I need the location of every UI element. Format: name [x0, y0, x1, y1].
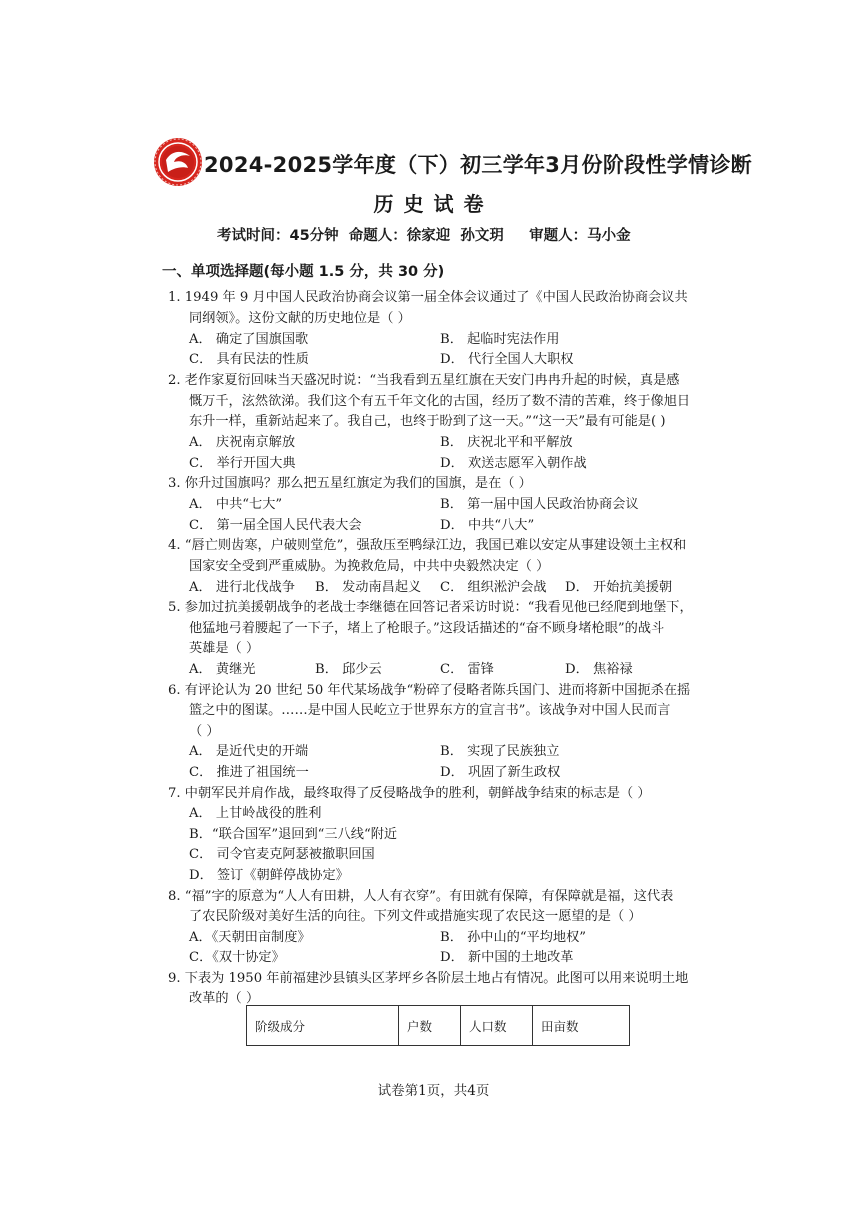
question-5-option-a[interactable]: A． 黄继光	[189, 662, 256, 677]
question-9-line-1: 9. 下表为 1950 年前福建沙县镇头区茅坪乡各阶层土地占有情况。此图可以用来说明土地	[168, 971, 689, 986]
table-header-cell: 人口数	[461, 1006, 533, 1046]
question-2-line-3: 东升一样，重新站起来了。我自己，也终于盼到了这一天。”“这一天”最有可能是( )	[189, 414, 666, 429]
question-5-line-3: 英雄是（ ）	[189, 641, 260, 656]
question-4-line-2: 国家安全受到严重威胁。为挽救危局，中共中央毅然决定（ ）	[189, 559, 550, 574]
question-6-line-1: 6. 有评论认为 20 世纪 50 年代某场战争“粉碎了侵略者陈兵国门、进而将新中国扼杀在摇	[168, 683, 691, 698]
section-title: 一、单项选择题(每小题 1.5 分，共 30 分)	[162, 264, 445, 280]
question-8-line-2: 了农民阶级对美好生活的向往。下列文件或措施实现了农民这一愿望的是（ ）	[189, 909, 642, 924]
table-header-cell: 田亩数	[533, 1006, 630, 1046]
question-2-option-d[interactable]: D． 欢送志愿军入朝作战	[440, 456, 587, 471]
exam-subtitle: 历史试卷	[373, 192, 494, 216]
question-9-line-2: 改革的（ ）	[189, 991, 260, 1006]
question-7-option-b[interactable]: B．“联合国军”退回到“三八线“附近	[189, 827, 398, 842]
question-3-option-a[interactable]: A． 中共“七大”	[189, 497, 283, 512]
school-logo-icon	[152, 136, 204, 188]
question-6-line-3: （ ）	[189, 724, 220, 739]
page-footer: 试卷第1页，共4页	[377, 1083, 490, 1099]
question-3-line-1: 3. 你升过国旗吗？那么把五星红旗定为我们的国旗，是在（ ）	[168, 476, 532, 491]
question-6-option-a[interactable]: A． 是近代史的开端	[189, 744, 309, 759]
question-2-option-a[interactable]: A． 庆祝南京解放	[189, 435, 296, 450]
question-2-line-2: 慨万千，泫然欲涕。我们这个有五千年文化的古国，经历了数不清的苦难，终于像旭日	[189, 394, 691, 409]
exam-info: 考试时间：45分钟 命题人：徐家迎 孙文玥 审题人：马小金	[217, 228, 631, 244]
question-8-option-d[interactable]: D． 新中国的土地改革	[440, 950, 574, 965]
question-5-option-b[interactable]: B． 邱少云	[315, 662, 382, 677]
question-7-option-a[interactable]: A． 上甘岭战役的胜利	[189, 806, 322, 821]
question-1-option-a[interactable]: A． 确定了国旗国歌	[189, 332, 309, 347]
question-2-option-c[interactable]: C． 举行开国大典	[189, 456, 296, 471]
question-1-line-2: 同纲领》。这份文献的历史地位是（ ）	[189, 311, 411, 326]
table-header-cell: 户数	[399, 1006, 461, 1046]
question-4-option-c[interactable]: C． 组织淞沪会战	[440, 580, 547, 595]
question-8-line-1: 8. “福”字的原意为“人人有田耕，人人有衣穿”。有田就有保障，有保障就是福，这代表	[168, 889, 674, 904]
question-7-option-d[interactable]: D． 签订《朝鲜停战协定》	[189, 868, 349, 883]
question-8-option-a[interactable]: A．《天朝田亩制度》	[189, 930, 311, 945]
question-8-option-b[interactable]: B． 孙中山的“平均地权”	[440, 930, 587, 945]
question-4-option-a[interactable]: A． 进行北伐战争	[189, 580, 296, 595]
table-header-cell: 阶级成分	[247, 1006, 399, 1046]
land-ownership-table	[246, 1005, 630, 1046]
question-6-option-b[interactable]: B． 实现了民族独立	[440, 744, 560, 759]
question-1-option-c[interactable]: C． 具有民法的性质	[189, 352, 309, 367]
question-7-option-c[interactable]: C． 司令官麦克阿瑟被撤职回国	[189, 847, 375, 862]
question-5-option-d[interactable]: D． 焦裕禄	[565, 662, 633, 677]
question-7-line-1: 7. 中朝军民并肩作战，最终取得了反侵略战争的胜利，朝鲜战争结束的标志是（ ）	[168, 786, 651, 801]
question-5-line-1: 5. 参加过抗美援朝战争的老战士李继德在回答记者采访时说：“我看见他已经爬到地堡下，	[168, 600, 693, 615]
question-4-option-d[interactable]: D． 开始抗美援朝	[565, 580, 673, 595]
question-3-option-d[interactable]: D． 中共“八大”	[440, 518, 535, 533]
question-4-line-1: 4. “唇亡则齿寒，户破则堂危”，强敌压至鸭绿江边，我国已难以安定从事建设领土主权和	[168, 538, 687, 553]
table-header-row	[247, 1006, 630, 1046]
question-3-option-b[interactable]: B． 第一届中国人民政治协商会议	[440, 497, 639, 512]
question-2-option-b[interactable]: B． 庆祝北平和平解放	[440, 435, 573, 450]
question-3-option-c[interactable]: C． 第一届全国人民代表大会	[189, 518, 362, 533]
question-5-option-c[interactable]: C． 雷锋	[440, 662, 494, 677]
exam-title: 2024-2025学年度（下）初三学年3月份阶段性学情诊断	[204, 153, 752, 177]
question-6-option-c[interactable]: C． 推进了祖国统一	[189, 765, 309, 780]
question-1-line-1: 1. 1949 年 9 月中国人民政治协商会议第一届全体会议通过了《中国人民政治协商会议共	[168, 290, 688, 305]
question-2-line-1: 2. 老作家夏衍回味当天盛况时说：“当我看到五星红旗在天安门冉冉升起的时候，真是感	[168, 373, 680, 388]
question-6-option-d[interactable]: D． 巩固了新生政权	[440, 765, 561, 780]
question-1-option-b[interactable]: B． 起临时宪法作用	[440, 332, 560, 347]
question-1-option-d[interactable]: D． 代行全国人大职权	[440, 352, 574, 367]
question-4-option-b[interactable]: B． 发动南昌起义	[315, 580, 422, 595]
question-5-line-2: 他猛地弓着腰起了一下子，堵上了枪眼子。”这段话描述的“奋不顾身堵枪眼”的战斗	[189, 621, 665, 636]
question-6-line-2: 篮之中的图谋。……是中国人民屹立于世界东方的宣言书”。该战争对中国人民而言	[189, 703, 671, 718]
question-8-option-c[interactable]: C．《双十协定》	[189, 950, 285, 965]
